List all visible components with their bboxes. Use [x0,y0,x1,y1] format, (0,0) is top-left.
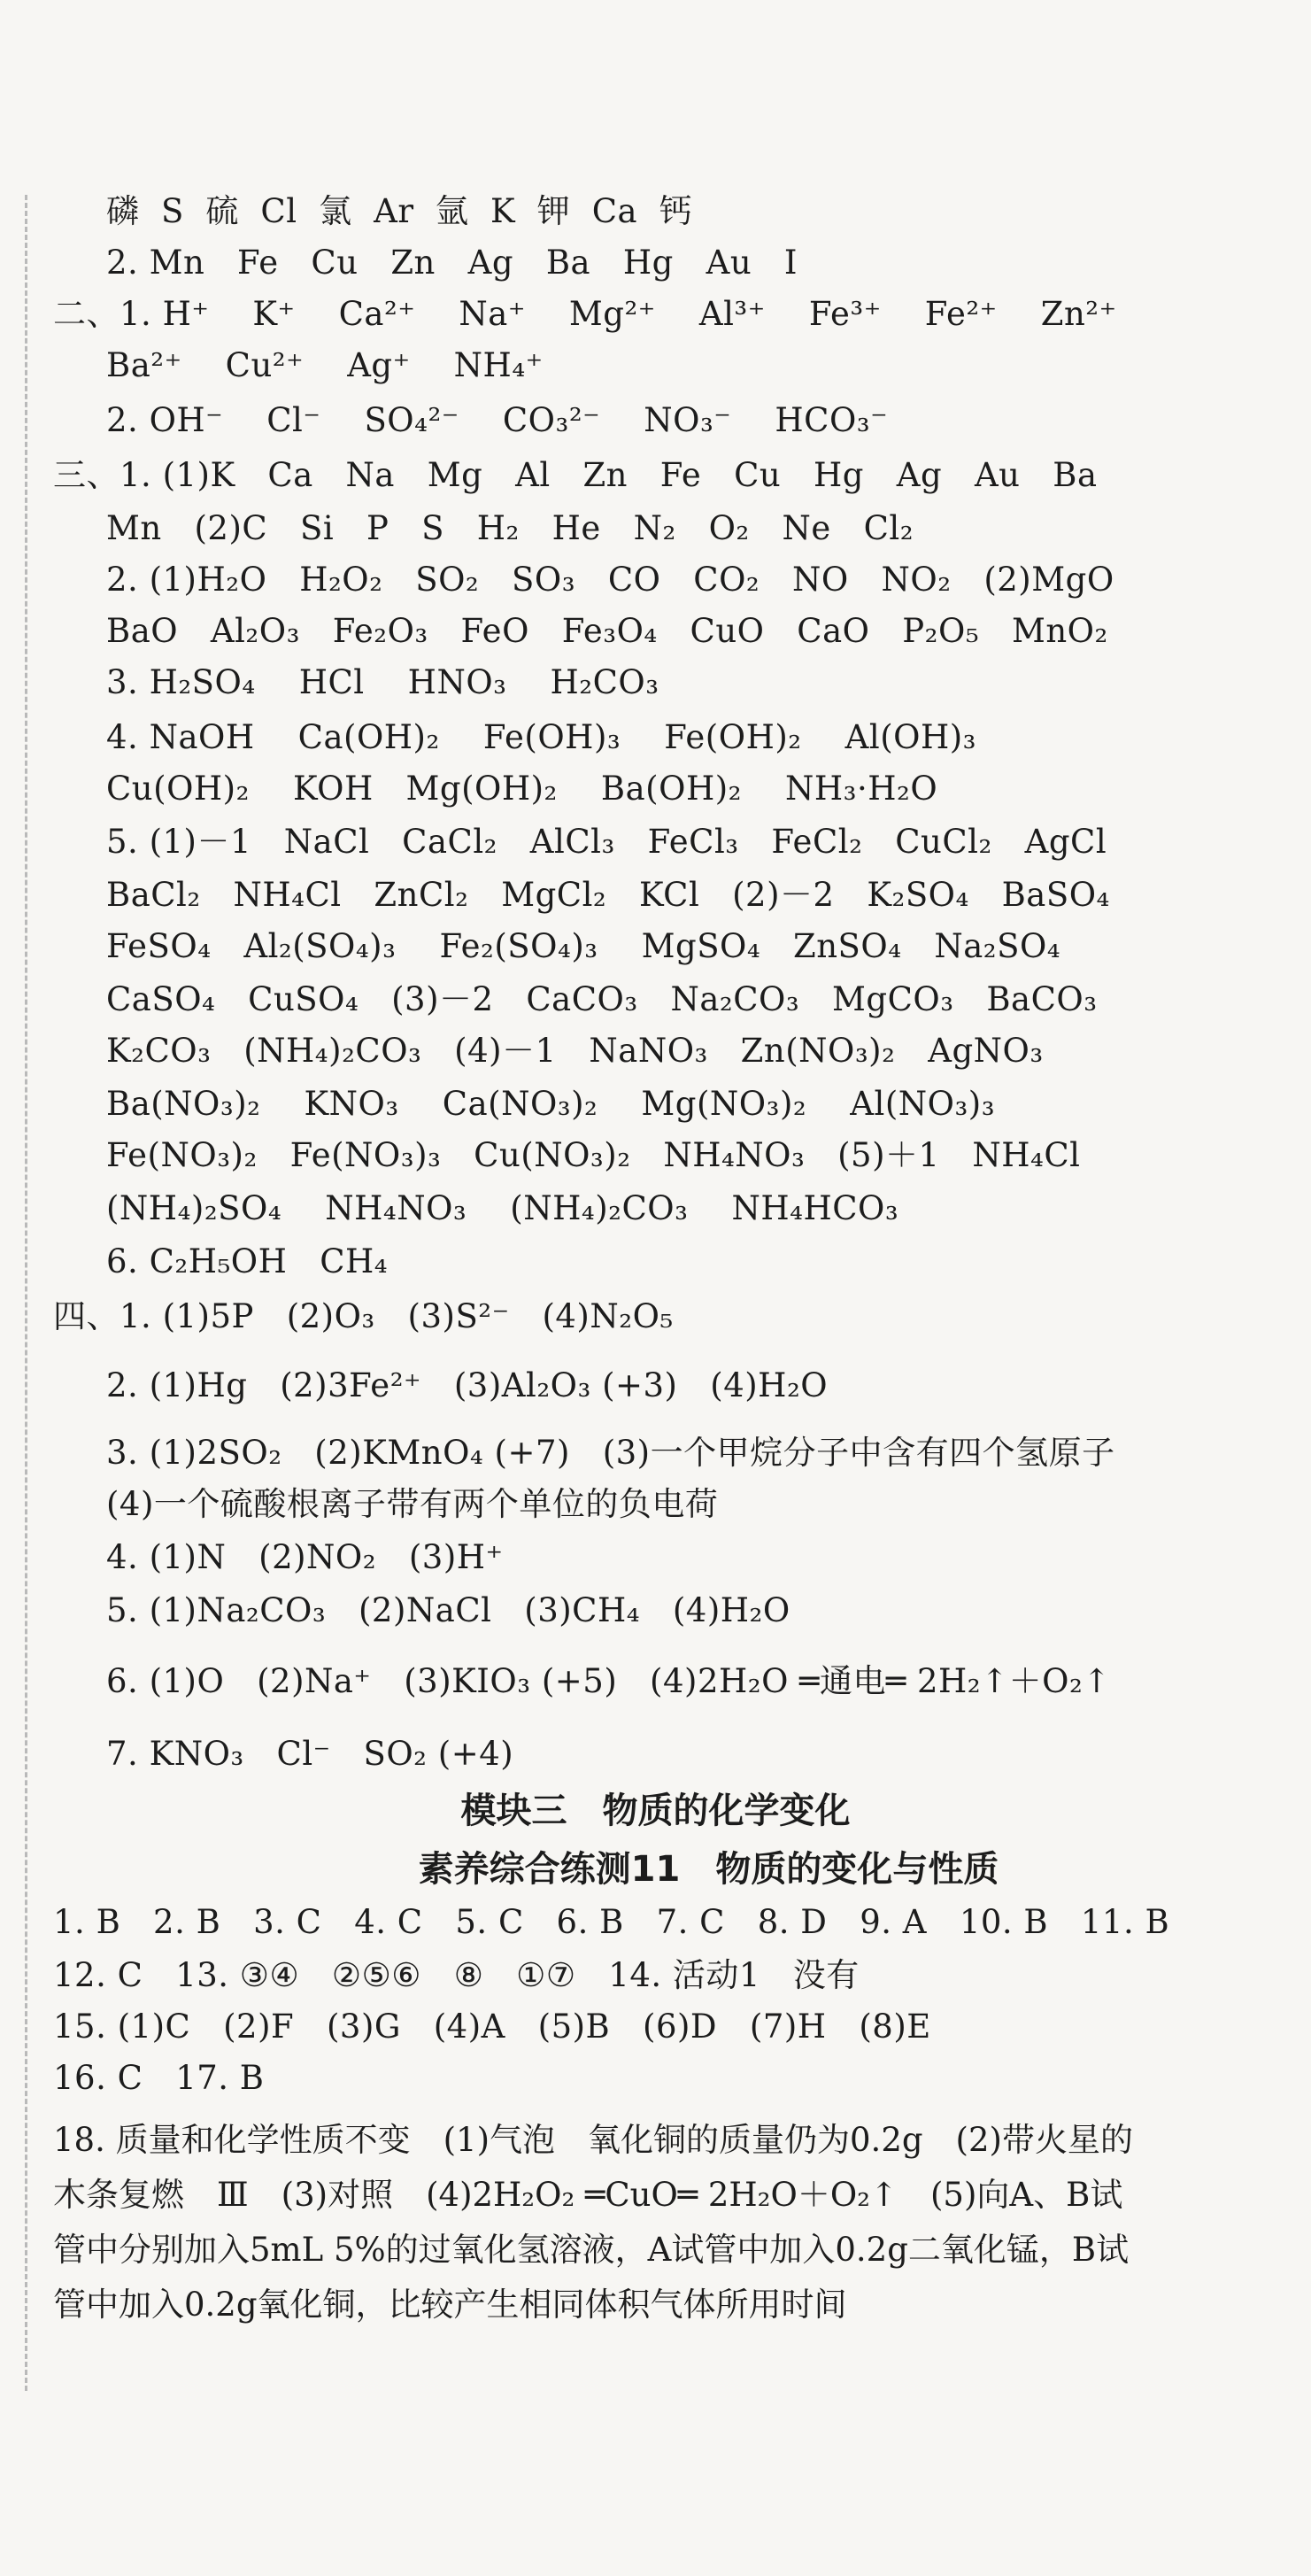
line-21: 6. C₂H₅OH CH₄ [106,1242,389,1280]
line-7: Mn (2)C Si P S H₂ He N₂ O₂ Ne Cl₂ [106,509,914,547]
line-27: 5. (1)Na₂CO₃ (2)NaCl (3)CH₄ (4)H₂O [106,1591,790,1629]
answers-row-2: 12. C 13. ③④ ②⑤⑥ ⑧ ①⑦ 14. 活动1 没有 [53,1956,860,1994]
line-25: (4)一个硫酸根离子带有两个单位的负电荷 [106,1485,719,1523]
line-29: 7. KNO₃ Cl⁻ SO₂ (+4) [106,1735,514,1773]
line-15: FeSO₄ Al₂(SO₄)₃ Fe₂(SO₄)₃ MgSO₄ ZnSO₄ Na₂SO₄ [106,927,1061,965]
answers-row-3: 15. (1)C (2)F (3)G (4)A (5)B (6)D (7)H (8)E [53,2007,931,2046]
line-4: Ba²⁺ Cu²⁺ Ag⁺ NH₄⁺ [106,346,544,384]
answers-row-4: 16. C 17. B [53,2059,265,2097]
line-26: 4. (1)N (2)NO₂ (3)H⁺ [106,1538,504,1576]
line-6: 三、1. (1)K Ca Na Mg Al Zn Fe Cu Hg Ag Au Ba [53,456,1098,494]
section-title: 素养综合练测11 物质的变化与性质 [418,1849,999,1890]
line-20: (NH₄)₂SO₄ NH₄NO₃ (NH₄)₂CO₃ NH₄HCO₃ [106,1189,899,1227]
line-22: 四、1. (1)5P (2)O₃ (3)S²⁻ (4)N₂O₅ [53,1297,674,1335]
line-28: 6. (1)O (2)Na⁺ (3)KIO₃ (+5) (4)2H₂O ═通电═ 2H₂↑＋O₂↑ [106,1662,1111,1700]
line-18: Ba(NO₃)₂ KNO₃ Ca(NO₃)₂ Mg(NO₃)₂ Al(NO₃)₃ [106,1085,996,1123]
line-19: Fe(NO₃)₂ Fe(NO₃)₃ Cu(NO₃)₂ NH₄NO₃ (5)＋1 NH₄Cl [106,1136,1081,1174]
line-17: K₂CO₃ (NH₄)₂CO₃ (4)－1 NaNO₃ Zn(NO₃)₂ AgNO₃ [106,1032,1044,1070]
line-24: 3. (1)2SO₂ (2)KMnO₄ (+7) (3)一个甲烷分子中含有四个氢原子 [106,1434,1115,1472]
line-10: 3. H₂SO₄ HCl HNO₃ H₂CO₃ [106,663,659,701]
line-2: 2. Mn Fe Cu Zn Ag Ba Hg Au I [106,244,798,282]
line-11: 4. NaOH Ca(OH)₂ Fe(OH)₃ Fe(OH)₂ Al(OH)₃ [106,718,977,756]
question-18-answer: 18. 质量和化学性质不变 (1)气泡 氧化铜的质量仍为0.2g (2)带火星的木条复燃 Ⅲ (3)对照 (4)2H₂O₂ ═CuO═ 2H₂O＋O₂↑ (5)向A、B试管中分别加入5mL 5%的过氧化氢溶液，A试管中加入0.2g二氧化锰，B试管中加入0.2g氧化铜，比较产生相同体积气体所用时间 [53,2121,1133,2324]
line-23: 2. (1)Hg (2)3Fe²⁺ (3)Al₂O₃ (+3) (4)H₂O [106,1366,829,1404]
line-5: 2. OH⁻ Cl⁻ SO₄²⁻ CO₃²⁻ NO₃⁻ HCO₃⁻ [106,401,889,439]
module-title: 模块三 物质的化学变化 [460,1791,851,1831]
binding-dashed-line [25,195,27,2391]
line-8: 2. (1)H₂O H₂O₂ SO₂ SO₃ CO CO₂ NO NO₂ (2)MgO [106,561,1114,599]
line-16: CaSO₄ CuSO₄ (3)－2 CaCO₃ Na₂CO₃ MgCO₃ BaCO₃ [106,980,1098,1018]
line-9: BaO Al₂O₃ Fe₂O₃ FeO Fe₃O₄ CuO CaO P₂O₅ MnO₂ [106,612,1108,650]
answers-row-1: 1. B 2. B 3. C 4. C 5. C 6. B 7. C 8. D 9. A 10. B 11. B [53,1903,1170,1941]
line-14: BaCl₂ NH₄Cl ZnCl₂ MgCl₂ KCl (2)－2 K₂SO₄ BaSO₄ [106,876,1110,914]
line-1: 磷 S 硫 Cl 氯 Ar 氩 K 钾 Ca 钙 [106,192,693,230]
line-12: Cu(OH)₂ KOH Mg(OH)₂ Ba(OH)₂ NH₃·H₂O [106,770,938,808]
line-3: 二、1. H⁺ K⁺ Ca²⁺ Na⁺ Mg²⁺ Al³⁺ Fe³⁺ Fe²⁺ Zn²⁺ [53,295,1117,333]
line-13: 5. (1)－1 NaCl CaCl₂ AlCl₃ FeCl₃ FeCl₂ CuCl₂ AgCl [106,823,1107,861]
